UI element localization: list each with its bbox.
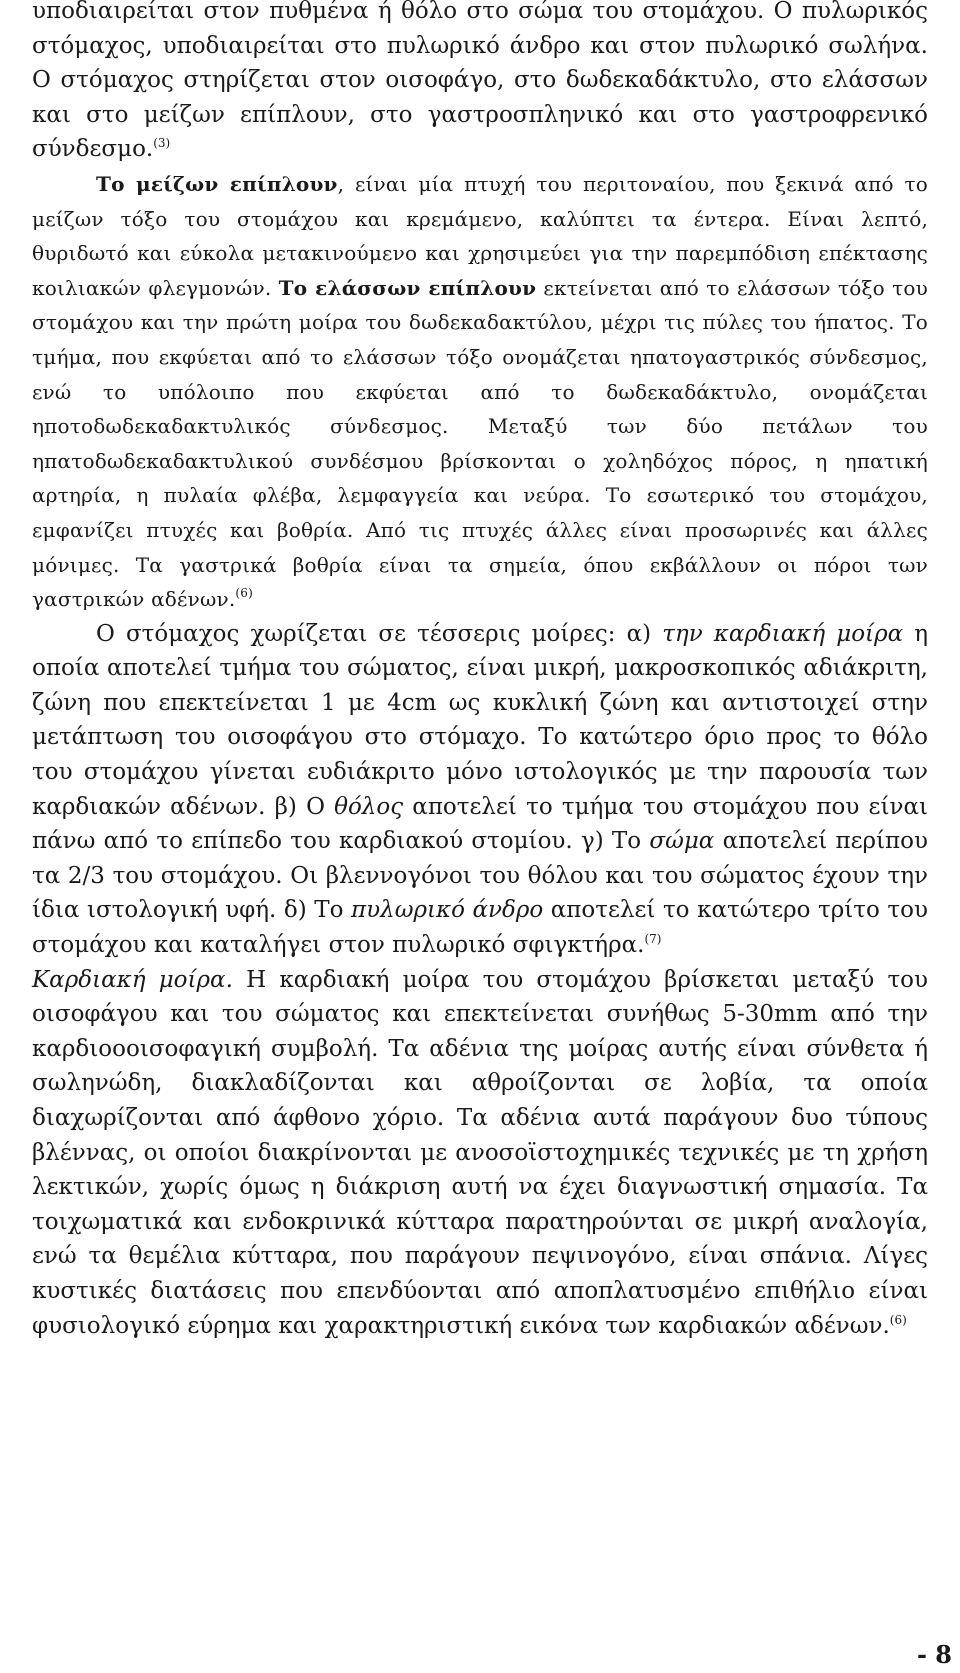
paragraph-stomach-subdivision [32,0,928,167]
text-run: , είναι μία πτυχή του περιτοναίου, που ξεκινά από το μείζων τόξο του στομάχου και κρεμάμενο, καλύπτει τα έντερα. Είναι λεπτό, θυριδωτό και εύκολα μετακινούμενο και χρησιμεύει για την παρεμπόδιση επέκτασης κοιλιακών φλεγμονών. [32,171,928,300]
text-run: εκτείνεται από το ελάσσων τόξο του στομάχου και την πρώτη μοίρα του δωδεκαδακτύλου, μέχρι τις πύλες του ήπατος. Το τμήμα, που εκφύεται από το ελάσσων τόξο ονομάζεται ηπατογαστρικός σύνδεσμος, ενώ το υπόλοιπο που εκφύεται από το δωδεκαδάκτυλο, ονομάζεται ηποτοδωδεκαδακτυλικός σύνδεσμος. Μεταξύ των δύο πετάλων του ηπατοδωδεκαδακτυλικού συνδέσμου βρίσκονται ο χοληδόχος πόρος, η ηπατική αρτηρία, η πυλαία φλέβα, λεμφαγγεία και νεύρα. Το εσωτερικό του στομάχου, εμφανίζει πτυχές και βοθρία. Από τις πτυχές άλλες είναι προσωρινές και άλλες μόνιμες. Τα γαστρικά βοθρία είναι τα σημεία, όπου εκβάλλουν οι πόροι των γαστρικών αδένων. [32,275,929,612]
term-fundus: θόλος [334,793,404,820]
text-run: υποδιαιρείται στον πυθμένα ή θόλο στο σώμα του στομάχου. Ο πυλωρικός στόμαχος, υποδιαιρείται στο πυλωρικό άνδρο και στον πυλωρικό σωλήνα. Ο στόμαχος στηρίζεται στον οισοφάγο, στο δωδεκαδάκτυλο, στο ελάσσων και στο μείζων επίπλουν, στο γαστροσπληνικό και στο γαστροφρενικό σύνδεσμο. [32,0,928,163]
citation-ref: (3) [153,136,171,151]
text-run: Ο στόμαχος χωρίζεται σε τέσσερις μοίρες: α) [96,620,663,647]
text-run: η οποία αποτελεί τμήμα του σώματος, είναι μικρή, μακροσκοπικός αδιάκριτη, ζώνη που επεκτείνεται 1 με 4cm ως κυκλική ζώνη και αντιστοιχεί στην μετάπτωση του οισοφάγου στο στόμαχο. Το κατώτερο όριο προς το θόλο του στομάχου γίνεται ευδιάκριτο μόνο ιστολογικός με την παρουσία των καρδιακών αδένων. β) Ο [32,620,928,820]
term-lesser-omentum: Το ελάσσων επίπλουν [278,275,537,300]
text-run: Η καρδιακή μοίρα του στομάχου βρίσκεται μεταξύ του οισοφάγου και του σώματος και επεκτείνεται συνήθως 5-30mm από την καρδιοοοισοφαγική συμβολή. Τα αδένια της μοίρας αυτής είναι σύνθετα ή σωληνώδη, διακλαδίζονται και αθροίζονται σε λοβία, τα οποία διαχωρίζονται από άφθονο χόριο. Τα αδένια αυτά παράγουν δυο τύπους βλέννας, οι οποίοι διακρίνονται με ανοσοϊστοχημικές τεχνικές με τη χρήση λεκτικών, χωρίς όμως η διάκριση αυτή να έχει διαγνωστική σημασία. Τα τοιχωματικά και ενδοκρινικά κύτταρα παρατηρούνται σε μικρή αναλογία, ενώ τα θεμέλια κύτταρα, που παράγουν πεψινογόνο, είναι σπάνια. Λίγες κυστικές διατάσεις που επενδύονται από αποπλατυσμένο επιθήλιο είναι φυσιολογικό εύρημα και χαρακτηριστική εικόνα των καρδιακών αδένων. [32,966,928,1339]
section-heading-cardiac: Καρδιακή μοίρα. [32,966,233,993]
page-number: - 8 [916,1640,952,1669]
citation-ref: (7) [644,932,662,947]
text-run: αποτελεί το κατώτερο τρίτο του στομάχου και καταλήγει στον πυλωρικό σφιγκτήρα. [32,897,928,959]
term-body: σώμα [649,828,715,855]
text-run: αποτελεί το τμήμα του στομάχου που είναι πάνω από το επίπεδο του καρδιακού στομίου. γ) Το [32,793,928,855]
term-greater-omentum: Το μείζων επίπλουν [96,171,338,196]
citation-ref: (6) [889,1312,907,1327]
citation-ref: (6) [235,586,253,601]
term-cardia: την καρδιακή μοίρα [662,620,904,647]
term-pyloric-antrum: πυλωρικό άνδρο [351,897,544,924]
document-page [32,0,928,1343]
paragraph-cardiac-region [32,963,928,1344]
paragraph-omentum [32,167,928,617]
text-run: αποτελεί περίπου τα 2/3 του στομάχου. Οι βλεννογόνοι του θόλου και του σώματος έχουν την ίδια ιστολογική υφή. δ) Το [32,828,928,924]
paragraph-stomach-parts [32,617,928,963]
